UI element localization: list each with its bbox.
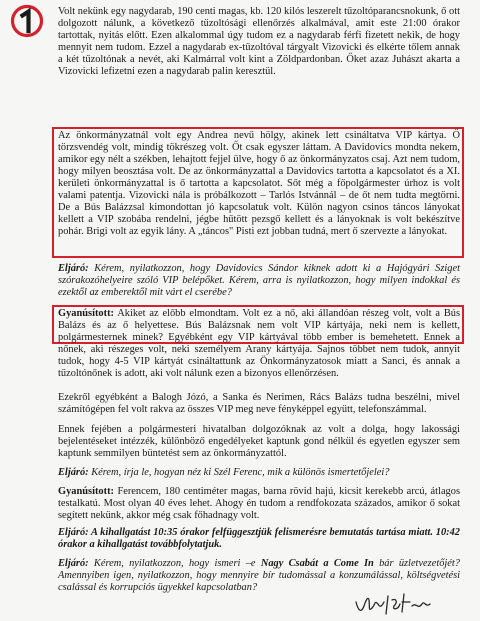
question-1-label: Eljáró: — [58, 263, 89, 274]
hearing-suspension-note: Eljáró: A kihallgatást 10:35 órakor felfüggesztjük felismerésre bemutatás tartása miatt. 10:42 órakor a kihallgatást továbbfolytatjuk. — [58, 527, 460, 551]
answer-2 — [58, 486, 460, 522]
question-3-text-post: bár üzletvezetőjét? Amennyiben igen, nyilatkozzon, hogy mennyire bír tudomással a konzumálással, költségvetési csalással és korrupciós ügyekkel kapcsolatban? — [58, 558, 460, 594]
handwritten-signature — [352, 588, 432, 618]
answer-2-label: Gyanúsított: — [58, 486, 114, 497]
answer-2-text: Ferencem, 180 centiméter magas, barna rövid hajú, kicsit kerekebb arcú, átlagos testalkatú. Most olyan 40 éves lehet. Ahogy én tudom a rendfokozata százados, amikor ő sokat segített nekünk, akkor még csak főhadnagy volt. — [58, 486, 460, 522]
question-2-label: Eljáró: — [58, 467, 89, 478]
answer-1-label: Gyanúsított: — [58, 308, 114, 319]
paragraph-municipality: Az önkormányzatnál volt egy Andrea nevű hölgy, akinek lett csináltatva VIP kártya. Ő törzsvendég volt, mindig tökrészeg volt. Őt csak egyszer láttam. A Davidovics mondta nekem, amikor egy nélt a székben, lehajtott fejjel ülve, hogy ő az önkormányzatos csaj. Azt nem tudom, hogy milyen beosztása volt. De az önkormányzattal a Davidovics tartotta a kapcsolatot és a XI. kerületi önkormányzattal is ő tartotta a kapcsolatot. Sőt még a főpolgármester úrhoz is volt valami patentja. Vizovicki nála is próbálkozott – Tarlós Istvánnál – de őt nem tudta megtörni. De a Bús Balázzsal kimondottan jó kapcsolatuk volt. Külön nagyon csinos táncos lányokat kellett a VIP szobába rendelni, jégbe hűtött pezsgő kellett és a lányoknak is volt bekészítve pohár. Brigi volt az egyik lány. A „táncos" Pisti ezt jobban tudná, mert ő szervezte a lányokat. — [58, 130, 460, 238]
circled-number-logo — [10, 4, 44, 38]
paragraph-witnesses: Ezekről egyébként a Balogh Józó, a Sanka és Nerimen, Rács Balázs tudna beszélni, mivel számítógépen fel volt rakva az összes VIP meg neve fényképpel együtt, telefonszámmal. — [58, 392, 460, 416]
question-3-text-pre: Kérem, nyilatkozzon, hogy ismeri –e — [93, 558, 261, 569]
paragraph-mayor-office: Ennek fejében a polgármesteri hivatalban dolgozóknak az volt a dolga, hogy lakossági bejelentéseket intézzék, különböző engedélyeket kaptunk gond nélkül és egyetlen egyszer sem kaptunk semmilyen büntetést sem az önkormányzattól. — [58, 424, 460, 460]
question-1 — [58, 263, 460, 299]
answer-1 — [58, 308, 460, 380]
question-2-text: Kérem, írja le, hogyan néz ki Szél Ferenc, mik a különös ismertetőjelei? — [91, 467, 390, 478]
answer-1-text: Akiket az előbb elmondtam. Volt ez a nő, aki állandóan részeg volt, volt a Bús Balázs és az ő helyettese. Bús Balázsnak nem volt VIP kártyája, neki nem is kellett, polgármesternek minek? Egyébként egy VIP kártyával több ember is bemehetett. Ennek a nőnek, aki részeges volt, neki személyem Arany kártyája. Sajnos többet nem tudok, annyit tudok, hogy 4-5 VIP kártyát csináltattunk az Önkormányzatosok miatt a Sanci, és annak a tűzoltónőnek is adott, aki volt nálunk ezen a bizonyos ellenőrzésen. — [58, 308, 460, 380]
question-3-text-bold: Nagy Csabát a Come In — [260, 558, 374, 569]
paragraph-firefighter: Volt nekünk egy nagydarab, 190 centi magas, kb. 120 kilós leszerelt tűzoltóparancsnokunk, ő ott dolgozott nálunk, a következő tűzoltósági ellenőrzés alkalmával, amit este 21:00 órakor tartottak, nyitás előtt. Ezen alkalommal úgy tudom ez a nagydarab férfi fizetett nekik, de hogy mennyit nem tudom. Ezzel a nagydarab ex-tűzoltóval tárgyalt Vizovicki és elkérte tőlem annak a két tűzoltónak a nevét, aki Kalmárral volt kint a Zöldpardonban. Őket azaz Juhászt akarta a Vizovicki lefizetni ezen a nagydarab palin keresztül. — [58, 6, 460, 78]
question-2 — [58, 467, 460, 479]
question-1-text: Kérem, nyilatkozzon, hogy Davidovics Sándor kiknek adott ki a Hajógyári Sziget szórakozóhelyeire szóló VIP belépőket. Kérem, arra is nyilatkozzon, hogy milyen indokkal és ezektől az emberektől mit várt el cserébe? — [58, 263, 460, 299]
question-3-label: Eljáró: — [58, 558, 89, 569]
